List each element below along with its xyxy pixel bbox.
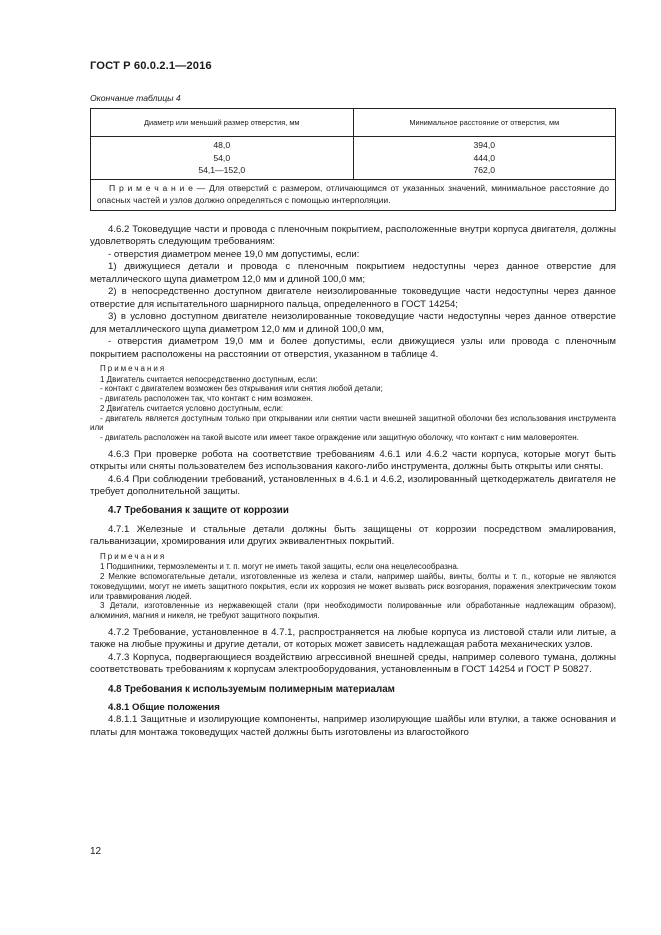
note-item: 3 Детали, изготовленные из нержавеющей стали (при необходимости полированные или обработанные надлежащим образом), алюминия, магния и никеля, не требуют защитного покрытия. xyxy=(90,601,616,620)
cell-distance: 762,0 xyxy=(353,164,616,179)
cell-distance: 444,0 xyxy=(353,152,616,165)
paragraph: 4.7.3 Корпуса, подвергающиеся воздействию агрессивной внешней среды, например солевого тумана, должны соответствовать требованиям к корпусам электрооборудования, установленным в ГОСТ 14254 и ГОСТ Р 50827. xyxy=(90,651,616,676)
column-header-diameter: Диаметр или меньший размер отверстия, мм xyxy=(91,109,354,137)
paragraph: 1) движущиеся детали и провода с пленочным покрытием недоступны через данное отверстие для металлического щупа диаметром 12,0 мм и длиной 100,0 мм; xyxy=(90,261,616,285)
table-row xyxy=(91,164,616,179)
note-text: — Для отверстий с размером, отличающимся от указанных значений, минимальное расстояние до опасных частей и узлов должно определяться с помощью интерполяции. xyxy=(97,182,610,205)
note-item: 2 Двигатель считается условно доступным, если: xyxy=(100,403,284,413)
section-heading: 4.7 Требования к защите от коррозии xyxy=(108,505,289,517)
column-header-distance: Минимальное расстояние от отверстия, мм xyxy=(353,109,616,137)
table-header-row xyxy=(91,109,616,137)
note-item: 2 Мелкие вспомогательные детали, изготовленные из железа и стали, например шайбы, винты, болты и т. п., которые не являются токоведущими, могут не иметь защитного покрытия, если их коррозия не может вызвать риск возгорания, поражения электрическим током или травмирования людей. xyxy=(90,572,616,601)
notes-heading: Примечания xyxy=(100,551,167,561)
paragraph: - отверстия диаметром 19,0 мм и более допустимы, если движущиеся узлы или провода с пленочным покрытием расположены на расстоянии от отверстия, указанном в таблице 4. xyxy=(90,336,616,360)
table-4 xyxy=(90,108,616,211)
table-caption: Окончание таблицы 4 xyxy=(90,93,181,103)
note-label: П р и м е ч а н и е xyxy=(109,182,193,193)
paragraph: 4.8.1.1 Защитные и изолирующие компоненты, например изолирующие шайбы или втулки, а также основания и платы для монтажа токоведущих частей должны быть изготовлены из влагостойкого xyxy=(90,714,616,738)
table-note xyxy=(91,179,616,210)
note-item: - двигатель является доступным только при открывании или снятии части внешней защитной оболочки без использования инструмента или xyxy=(90,413,616,433)
cell-diameter: 54,1—152,0 xyxy=(91,164,354,179)
notes-block xyxy=(90,552,616,621)
subsection-heading: 4.8.1 Общие положения xyxy=(108,701,220,713)
note-item: - контакт с двигателем возможен без открывания или снятия любой детали; xyxy=(100,384,383,394)
note-item: - двигатель расположен на такой высоте или имеет такое ограждение или защитную оболочку, что контакт с ним маловероятен. xyxy=(100,432,579,442)
table-row xyxy=(91,137,616,152)
body-text xyxy=(90,224,616,739)
paragraph: 4.6.4 При соблюдении требований, установленных в 4.6.1 и 4.6.2, изолированный щеткодержатель двигателя не требует дополнительной защиты. xyxy=(90,473,616,497)
paragraph: 4.7.1 Железные и стальные детали должны быть защищены от коррозии посредством эмалирования, гальванизации, хромирования или других эквивалентных покрытий. xyxy=(90,523,616,548)
paragraph: 4.6.2 Токоведущие части и провода с пленочным покрытием, расположенные внутри корпуса двигателя, должны удовлетворять следующим требованиям: xyxy=(90,224,616,248)
paragraph: 4.6.3 При проверке робота на соответствие требованиям 4.6.1 или 4.6.2 части корпуса, которые могут быть открыты или сняты пользователем без использования какого-либо инструмента, должны быть открыты или сняты. xyxy=(90,448,616,473)
paragraph: 3) в условно доступном двигателе неизолированные токоведущие части недоступны через данное отверстие для металлического щупа диаметром 12,0 мм и длиной 100,0 мм, xyxy=(90,311,616,335)
table-note-row xyxy=(91,179,616,210)
paragraph: 4.7.2 Требование, установленное в 4.7.1, распространяется на любые корпуса из листовой стали или литые, а также на любые пружины и другие детали, от которых может зависеть надлежащая работа механических узлов. xyxy=(90,626,616,651)
page-number: 12 xyxy=(90,846,102,857)
notes-block xyxy=(90,364,616,443)
table-row xyxy=(91,152,616,165)
note-item: - двигатель расположен так, что контакт с ним возможен. xyxy=(100,394,313,404)
cell-distance: 394,0 xyxy=(353,137,616,152)
note-item: 1 Подшипники, термоэлементы и т. п. могут не иметь такой защиты, если она нецелесообразна. xyxy=(100,562,459,572)
document-header: ГОСТ Р 60.0.2.1—2016 xyxy=(90,60,212,72)
paragraph: - отверстия диаметром менее 19,0 мм допустимы, если: xyxy=(108,248,360,260)
cell-diameter: 48,0 xyxy=(91,137,354,152)
paragraph: 2) в непосредственно доступном двигателе неизолированные токоведущие части недоступны через данное отверстие для испытательного шарнирного пальца, определенного в ГОСТ 14254; xyxy=(90,286,616,310)
section-heading: 4.8 Требования к используемым полимерным материалам xyxy=(108,683,395,695)
note-item: 1 Двигатель считается непосредственно доступным, если: xyxy=(100,374,318,384)
cell-diameter: 54,0 xyxy=(91,152,354,165)
notes-heading: Примечания xyxy=(100,363,167,373)
